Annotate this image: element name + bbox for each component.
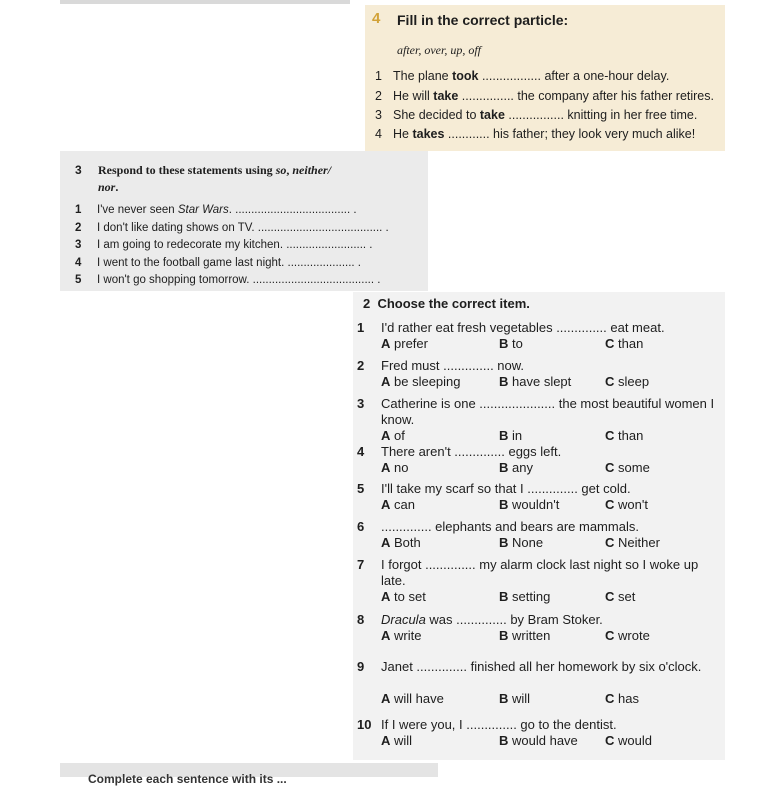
sentence-item: 2 He will take ............... the company after his father retires. (375, 89, 714, 103)
option-c: C than (605, 428, 644, 443)
question-stem: There aren't .............. eggs left. (381, 444, 562, 459)
exercise-title: Fill in the correct particle: (397, 12, 569, 28)
option-b: B any (499, 460, 533, 475)
option-b: B will (499, 691, 531, 706)
sentence-item: 3 She decided to take ................ knitting in her free time. (375, 108, 698, 122)
question-number: 8 (357, 612, 365, 627)
option-a: A of (381, 428, 405, 443)
option-c: C Neither (605, 535, 660, 550)
option-b: B would have (499, 733, 578, 748)
exercise-3-so-neither (60, 151, 428, 291)
question-stem: If I were you, I .............. go to the dentist. (381, 717, 617, 732)
option-b: B wouldn't (499, 497, 560, 512)
option-c: C won't (605, 497, 648, 512)
option-a: A prefer (381, 336, 428, 351)
top-page-edge (60, 0, 350, 4)
question-number: 5 (357, 481, 365, 496)
option-c: C some (605, 460, 650, 475)
option-c: C than (605, 336, 644, 351)
statement-item: 3 I am going to redecorate my kitchen. ......................... . (75, 239, 373, 251)
exercise-2-choose-item (353, 292, 725, 760)
option-b: B setting (499, 589, 551, 604)
exercise-title: 2 Choose the correct item. (363, 296, 530, 311)
question-number: 6 (357, 519, 365, 534)
statement-item: 5 I won't go shopping tomorrow. ...................................... . (75, 274, 381, 286)
option-b: B None (499, 535, 544, 550)
option-c: C set (605, 589, 636, 604)
exercise-number: 3 (75, 163, 82, 177)
statement-item: 2 I don't like dating shows on TV. ....................................... . (75, 222, 389, 234)
exercise-4-particles (365, 5, 725, 151)
option-a: A will (381, 733, 413, 748)
option-c: C wrote (605, 628, 650, 643)
question-stem: Dracula was .............. by Bram Stoker. (381, 612, 603, 627)
option-a: A to set (381, 589, 426, 604)
question-stem: .............. elephants and bears are mammals. (381, 519, 639, 534)
question-number: 7 (357, 557, 365, 572)
particle-options: after, over, up, off (397, 43, 481, 57)
option-b: B have slept (499, 374, 572, 389)
option-b: B to (499, 336, 523, 351)
question-stem: I'd rather eat fresh vegetables .............. eat meat. (381, 320, 665, 335)
option-c: C has (605, 691, 639, 706)
question-number: 1 (357, 320, 365, 335)
option-b: B in (499, 428, 523, 443)
option-a: A Both (381, 535, 421, 550)
question-stem: I forgot .............. my alarm clock last night so I woke up late. (381, 557, 699, 588)
question-stem: Fred must .............. now. (381, 358, 525, 373)
option-c: C would (605, 733, 652, 748)
statement-item: 4 I went to the football game last night. ..................... . (75, 257, 362, 269)
question-stem: Janet .............. finished all her homework by six o'clock. (381, 659, 702, 674)
question-number: 9 (357, 659, 365, 674)
statement-item: 1 I've never seen Star Wars. .................................... . (75, 204, 357, 216)
option-a: A can (381, 497, 415, 512)
question-number: 4 (357, 444, 365, 459)
option-a: A no (381, 460, 409, 475)
question-stem: I'll take my scarf so that I .............. get cold. (381, 481, 631, 496)
sentence-item: 1 The plane took ................. after a one-hour delay. (375, 69, 670, 83)
exercise-title: Respond to these statements using so, neither/ nor. (98, 163, 332, 194)
option-c: C sleep (605, 374, 650, 389)
option-a: A write (381, 628, 422, 643)
question-number: 10 (357, 717, 372, 732)
option-a: A be sleeping (381, 374, 461, 389)
question-number: 3 (357, 396, 365, 411)
question-stem: Catherine is one ..................... the most beautiful women I know. (381, 396, 715, 427)
next-exercise-fragment: Complete each sentence with its ... (60, 763, 438, 777)
question-number: 2 (357, 358, 365, 373)
option-a: A will have (381, 691, 444, 706)
sentence-item: 4 He takes ............ his father; they look very much alike! (375, 127, 696, 141)
option-b: B written (499, 628, 551, 643)
exercise-number: 4 (372, 10, 381, 27)
